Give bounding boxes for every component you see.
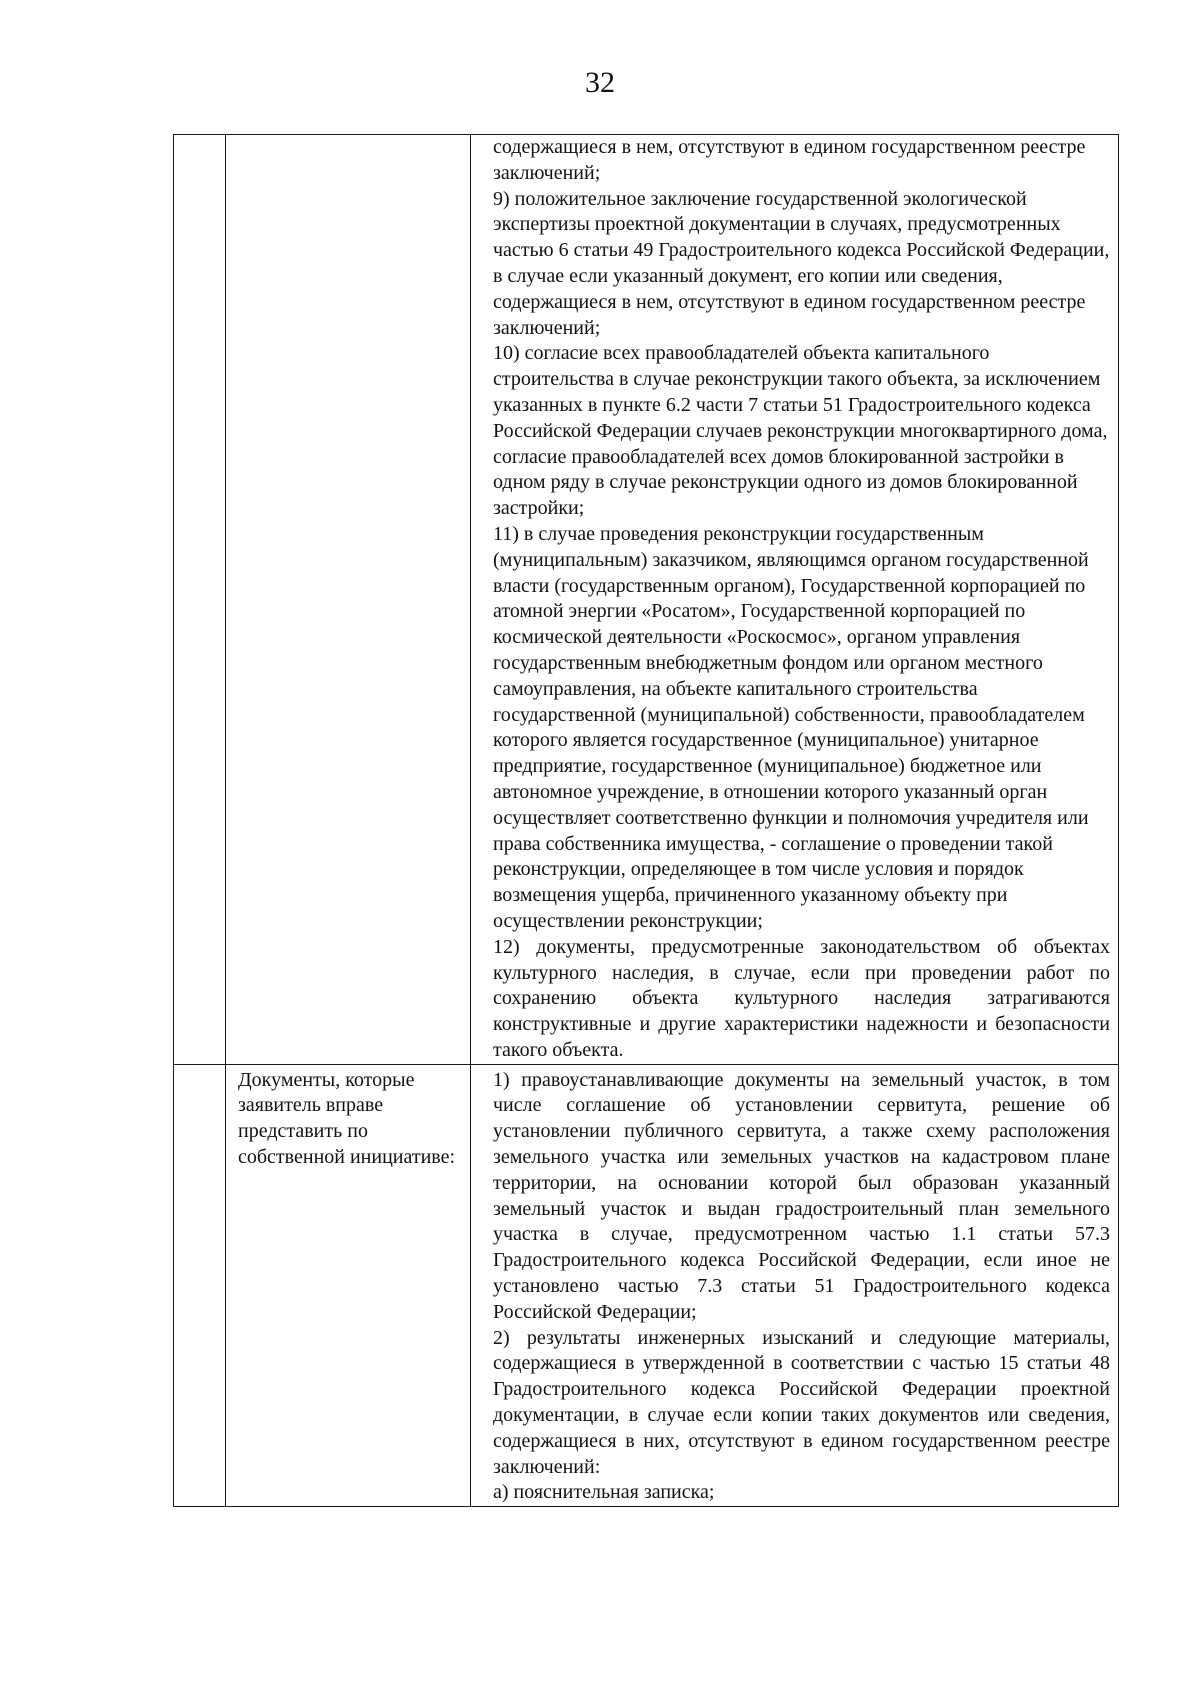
table-cell-label xyxy=(226,135,471,1065)
row-label: Документы, которые заявитель вправе представить по собственной инициативе: xyxy=(238,1068,456,1169)
paragraph-item-a: а) пояснительная записка; xyxy=(493,1481,715,1504)
table-cell-content xyxy=(471,1064,1119,1507)
table-cell-number xyxy=(174,1064,226,1507)
table-cell-label xyxy=(226,1064,471,1507)
table-cell-number xyxy=(174,135,226,1065)
paragraph-item-1: 1) правоустанавливающие документы на земельный участок, в том числе соглашение об установлении сервитута, решение об установлении публичного сервитута, а также схему расположения земельного участка или земельных участков на кадастровом плане территории, на основании которой был образован указанный земельный участок и выдан градостроительный план земельного участка в случае, предусмотренном частью 1.1 статьи 57.3 Градостроительного кодекса Российской Федерации, если иное не установлено частью 7.3 статьи 51 Градостроительного кодекса Российской Федерации; xyxy=(493,1068,1110,1323)
table-row xyxy=(174,1064,1119,1507)
paragraph: содержащиеся в нем, отсутствуют в едином государственном реестре заключений; xyxy=(493,136,1086,184)
paragraph-item-11: 11) в случае проведения реконструкции государственным (муниципальным) заказчиком, являющимся органом государственной власти (государственным органом), Государственной корпорацией по атомной энергии «Росатом», Государственной корпорацией по космической деятельности «Роскосмос», органом управления государственным внебюджетным фондом или органом местного самоуправления, на объекте капитального строительства государственной (муниципальной) собственности, правообладателем которого является государственное (муниципальное) унитарное предприятие, государственное (муниципальное) бюджетное или автономное учреждение, в отношении которого указанный орган осуществляет соответственно функции и полномочия учредителя или права собственника имущества, - соглашение о проведении такой реконструкции, определяющее в том числе условия и порядок возмещения ущерба, причиненного указанному объекту при осуществлении реконструкции; xyxy=(493,522,1089,932)
paragraph-item-2: 2) результаты инженерных изысканий и следующие материалы, содержащиеся в утвержденной в соответствии с частью 15 статьи 48 Градостроительного кодекса Российской Федерации проектной документации, в случае если копии таких документов или сведения, содержащиеся в них, отсутствуют в едином государственном реестре заключений: xyxy=(493,1326,1110,1478)
page-number: 32 xyxy=(585,66,615,99)
paragraph-item-12: 12) документы, предусмотренные законодательством об объектах культурного наследия, в случае, если при проведении работ по сохранению объекта культурного наследия затрагиваются конструктивные и другие характеристики надежности и безопасности такого объекта. xyxy=(493,935,1110,1061)
table-row xyxy=(174,135,1119,1065)
table-cell-content xyxy=(471,135,1119,1065)
paragraph-item-10: 10) согласие всех правообладателей объекта капитального строительства в случае реконструкции такого объекта, за исключением указанных в пункте 6.2 части 7 статьи 51 Градостроительного кодекса Российской Федерации случаев реконструкции многоквартирного дома, согласие правообладателей всех домов блокированной застройки в одном ряду в случае реконструкции одного из домов блокированной застройки; xyxy=(493,342,1108,520)
document-table xyxy=(173,134,1119,1507)
paragraph-item-9: 9) положительное заключение государственной экологической экспертизы проектной документации в случаях, предусмотренных частью 6 статьи 49 Градостроительного кодекса Российской Федерации, в случае если указанный документ, его копии или сведения, содержащиеся в нем, отсутствуют в едином государственном реестре заключений; xyxy=(493,187,1110,339)
